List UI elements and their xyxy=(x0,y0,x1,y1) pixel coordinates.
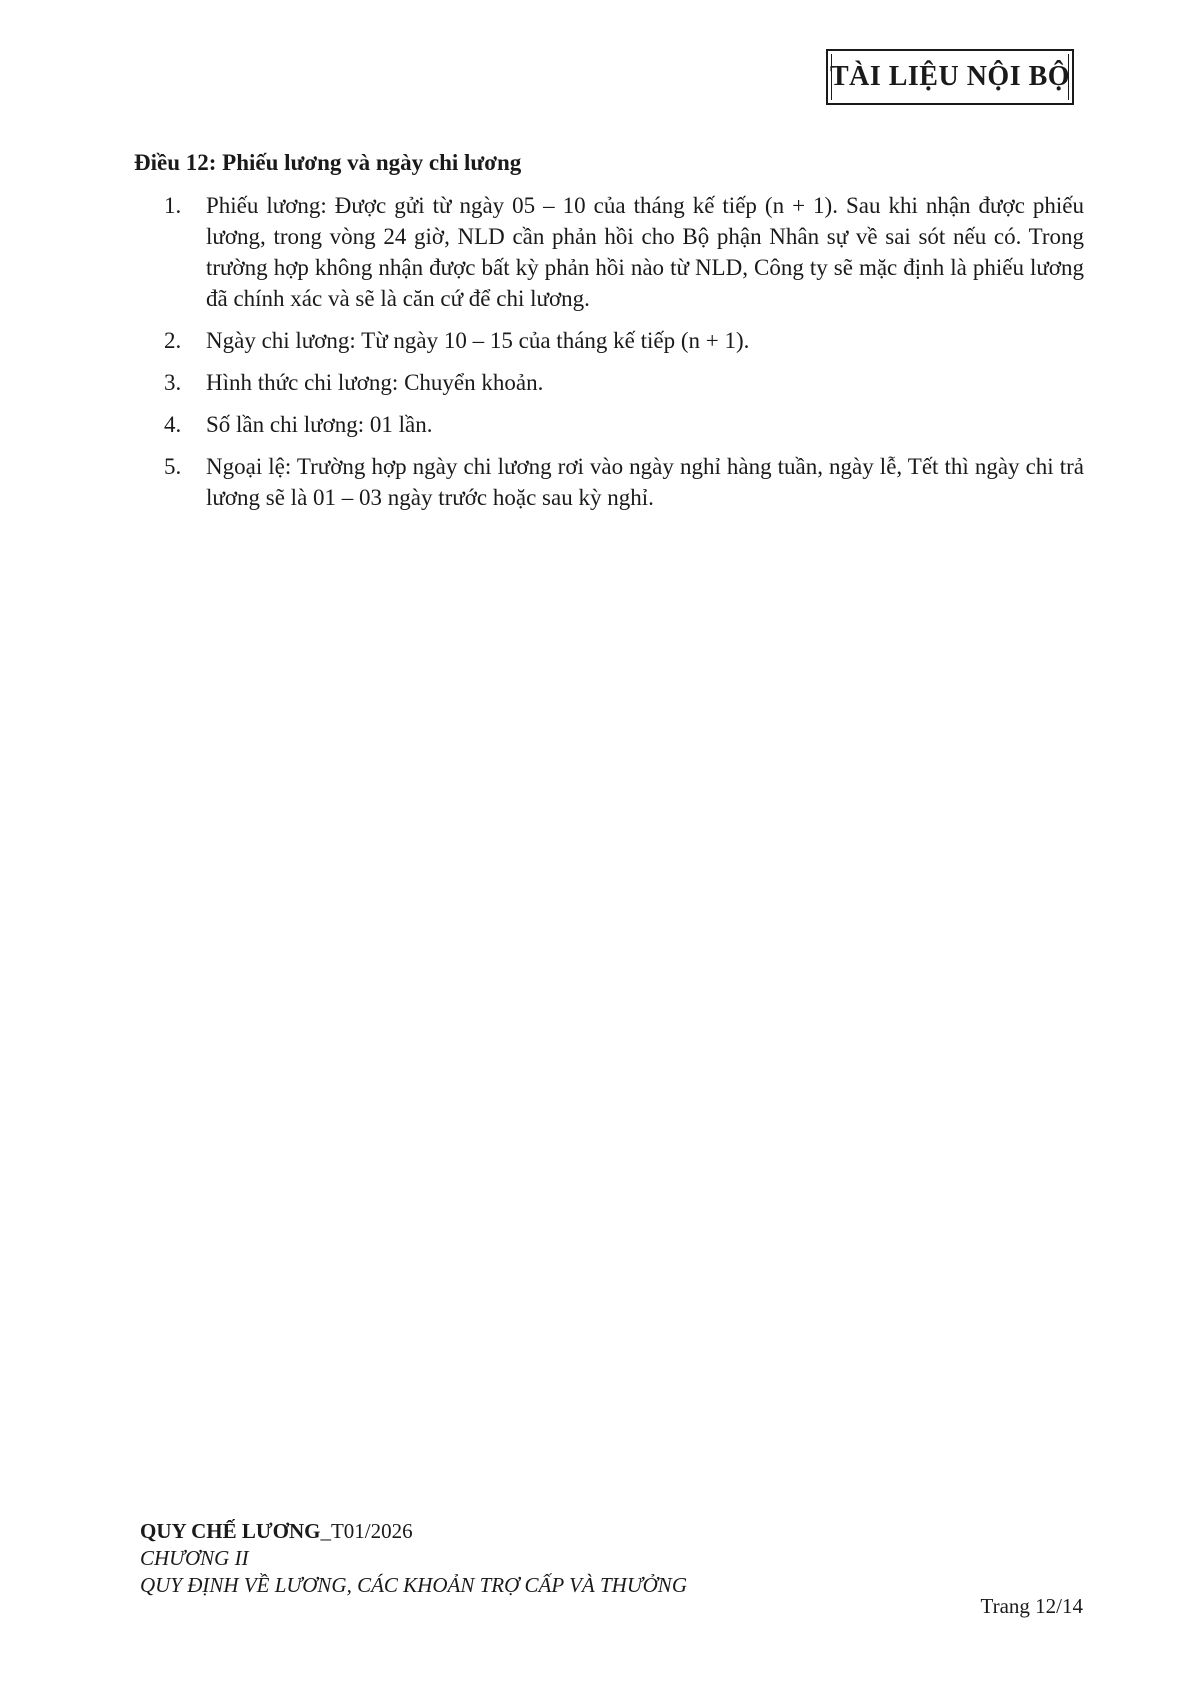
footer-chapter: CHƯƠNG II xyxy=(140,1546,249,1570)
footer-chapter-title: QUY ĐỊNH VỀ LƯƠNG, CÁC KHOẢN TRỢ CẤP VÀ THƯỞNG xyxy=(140,1573,687,1597)
document-footer xyxy=(140,1518,687,1599)
item-number: 5. xyxy=(164,454,182,479)
article-item-list xyxy=(164,190,1084,524)
list-item xyxy=(164,367,1084,398)
article-heading: Điều 12: Phiếu lương và ngày chi lương xyxy=(134,150,522,175)
list-item xyxy=(164,190,1084,314)
footer-title-text: QUY CHẾ LƯƠNG xyxy=(140,1519,321,1543)
item-text: Ngày chi lương: Từ ngày 10 – 15 của tháng kế tiếp (n + 1). xyxy=(206,328,750,353)
internal-document-stamp xyxy=(826,49,1074,105)
item-text: Ngoại lệ: Trường hợp ngày chi lương rơi vào ngày nghỉ hàng tuần, ngày lễ, Tết thì ngày chi trả lương sẽ là 01 – 03 ngày trước hoặc sau kỳ nghỉ. xyxy=(206,454,1084,510)
footer-title-code: _T01/2026 xyxy=(320,1519,413,1543)
item-text: Phiếu lương: Được gửi từ ngày 05 – 10 của tháng kế tiếp (n + 1). Sau khi nhận được phiếu lương, trong vòng 24 giờ, NLD cần phản hồi cho Bộ phận Nhân sự về sai sót nếu có. Trong trường hợp không nhận được bất kỳ phản hồi nào từ NLD, Công ty sẽ mặc định là phiếu lương đã chính xác và sẽ là căn cứ để chi lương. xyxy=(206,193,1084,311)
list-item xyxy=(164,409,1084,440)
list-item xyxy=(164,451,1084,513)
footer-document-title xyxy=(140,1518,687,1545)
item-number: 1. xyxy=(164,193,182,218)
item-text: Số lần chi lương: 01 lần. xyxy=(206,412,433,437)
stamp-text: TÀI LIỆU NỘI BỘ xyxy=(829,61,1071,92)
item-text: Hình thức chi lương: Chuyển khoản. xyxy=(206,370,544,395)
item-number: 3. xyxy=(164,370,182,395)
item-number: 2. xyxy=(164,328,182,353)
page-number: Trang 12/14 xyxy=(980,1594,1083,1618)
list-item xyxy=(164,325,1084,356)
item-number: 4. xyxy=(164,412,182,437)
